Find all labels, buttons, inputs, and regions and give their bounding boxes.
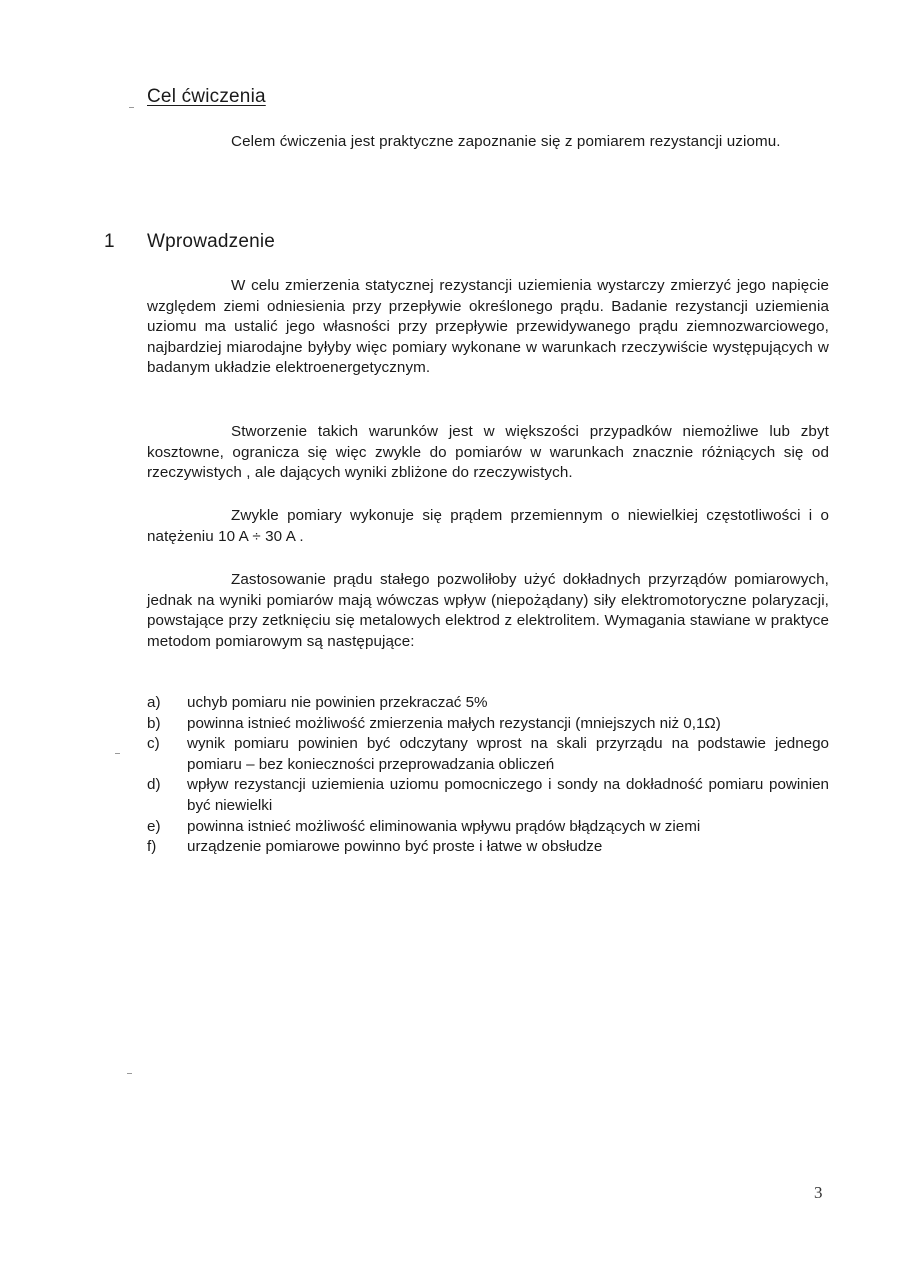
list-marker: e) — [147, 817, 161, 835]
scan-speck — [115, 753, 120, 754]
requirements-list — [147, 693, 829, 858]
list-text: wynik pomiaru powinien być odczytany wprost na skali przyrządu na podstawie jednego pomiaru – bez konieczności przeprowadzania obliczeń — [187, 735, 829, 773]
list-item — [147, 837, 829, 858]
list-marker: d) — [147, 776, 161, 794]
scan-speck — [127, 1073, 132, 1074]
list-marker: b) — [147, 714, 161, 732]
list-text: wpływ rezystancji uziemienia uziomu pomocniczego i sondy na dokładność pomiaru powinien być niewielki — [187, 776, 829, 814]
list-marker: f) — [147, 838, 157, 856]
intro-heading: Wprowadzenie — [147, 231, 276, 252]
scan-speck — [129, 107, 134, 108]
list-item — [147, 693, 829, 714]
page-number: 3 — [814, 1183, 823, 1202]
list-text: powinna istnieć możliwość eliminowania wpływu prądów błądzących w ziemi — [187, 817, 701, 835]
list-item — [147, 714, 829, 735]
list-item — [147, 817, 829, 838]
goal-heading: Cel ćwiczenia — [147, 86, 266, 107]
list-text: urządzenie pomiarowe powinno być proste i łatwe w obsłudze — [187, 838, 603, 856]
intro-section-number: 1 — [104, 231, 115, 252]
list-text: uchyb pomiaru nie powinien przekraczać 5% — [187, 694, 488, 711]
goal-paragraph: Celem ćwiczenia jest praktyczne zapoznanie się z pomiarem rezystancji uziomu. — [231, 133, 781, 150]
intro-paragraph-2: Stworzenie takich warunków jest w większości przypadków niemożliwe lub zbyt kosztowne, ogranicza się więc zwykle do pomiarów w warunkach znacznie różniących się od rzeczywistych , ale dających wyniki zbliżone do rzeczywistych. — [147, 423, 829, 482]
list-text: powinna istnieć możliwość zmierzenia małych rezystancji (mniejszych niż 0,1Ω) — [187, 714, 721, 732]
list-item — [147, 734, 829, 775]
intro-paragraph-1: W celu zmierzenia statycznej rezystancji uziemienia wystarczy zmierzyć jego napięcie względem ziemi odniesienia przy przepływie określonego prądu. Badanie rezystancji uziemienia uziomu ma ustalić jego własności przy przepływie przewidywanego prądu ziemnozwarciowego, najbardziej miarodajne byłyby więc pomiary wykonane w warunkach rzeczywiście występujących w badanym układzie elektroenergetycznym. — [147, 277, 829, 377]
intro-paragraph-3: Zwykle pomiary wykonuje się prądem przemiennym o niewielkiej częstotliwości i o natężeniu 10 A ÷ 30 A . — [147, 507, 829, 545]
list-item — [147, 775, 829, 816]
list-marker: c) — [147, 735, 160, 753]
intro-paragraph-4: Zastosowanie prądu stałego pozwoliłoby użyć dokładnych przyrządów pomiarowych, jednak na wyniki pomiarów mają wówczas wpływ (niepożądany) siły elektromotoryczne polaryzacji, powstające przy zetknięciu się metalowych elektrod z elektrolitem. Wymagania stawiane w praktyce metodom pomiarowym są następujące: — [147, 571, 829, 650]
list-marker: a) — [147, 694, 161, 711]
